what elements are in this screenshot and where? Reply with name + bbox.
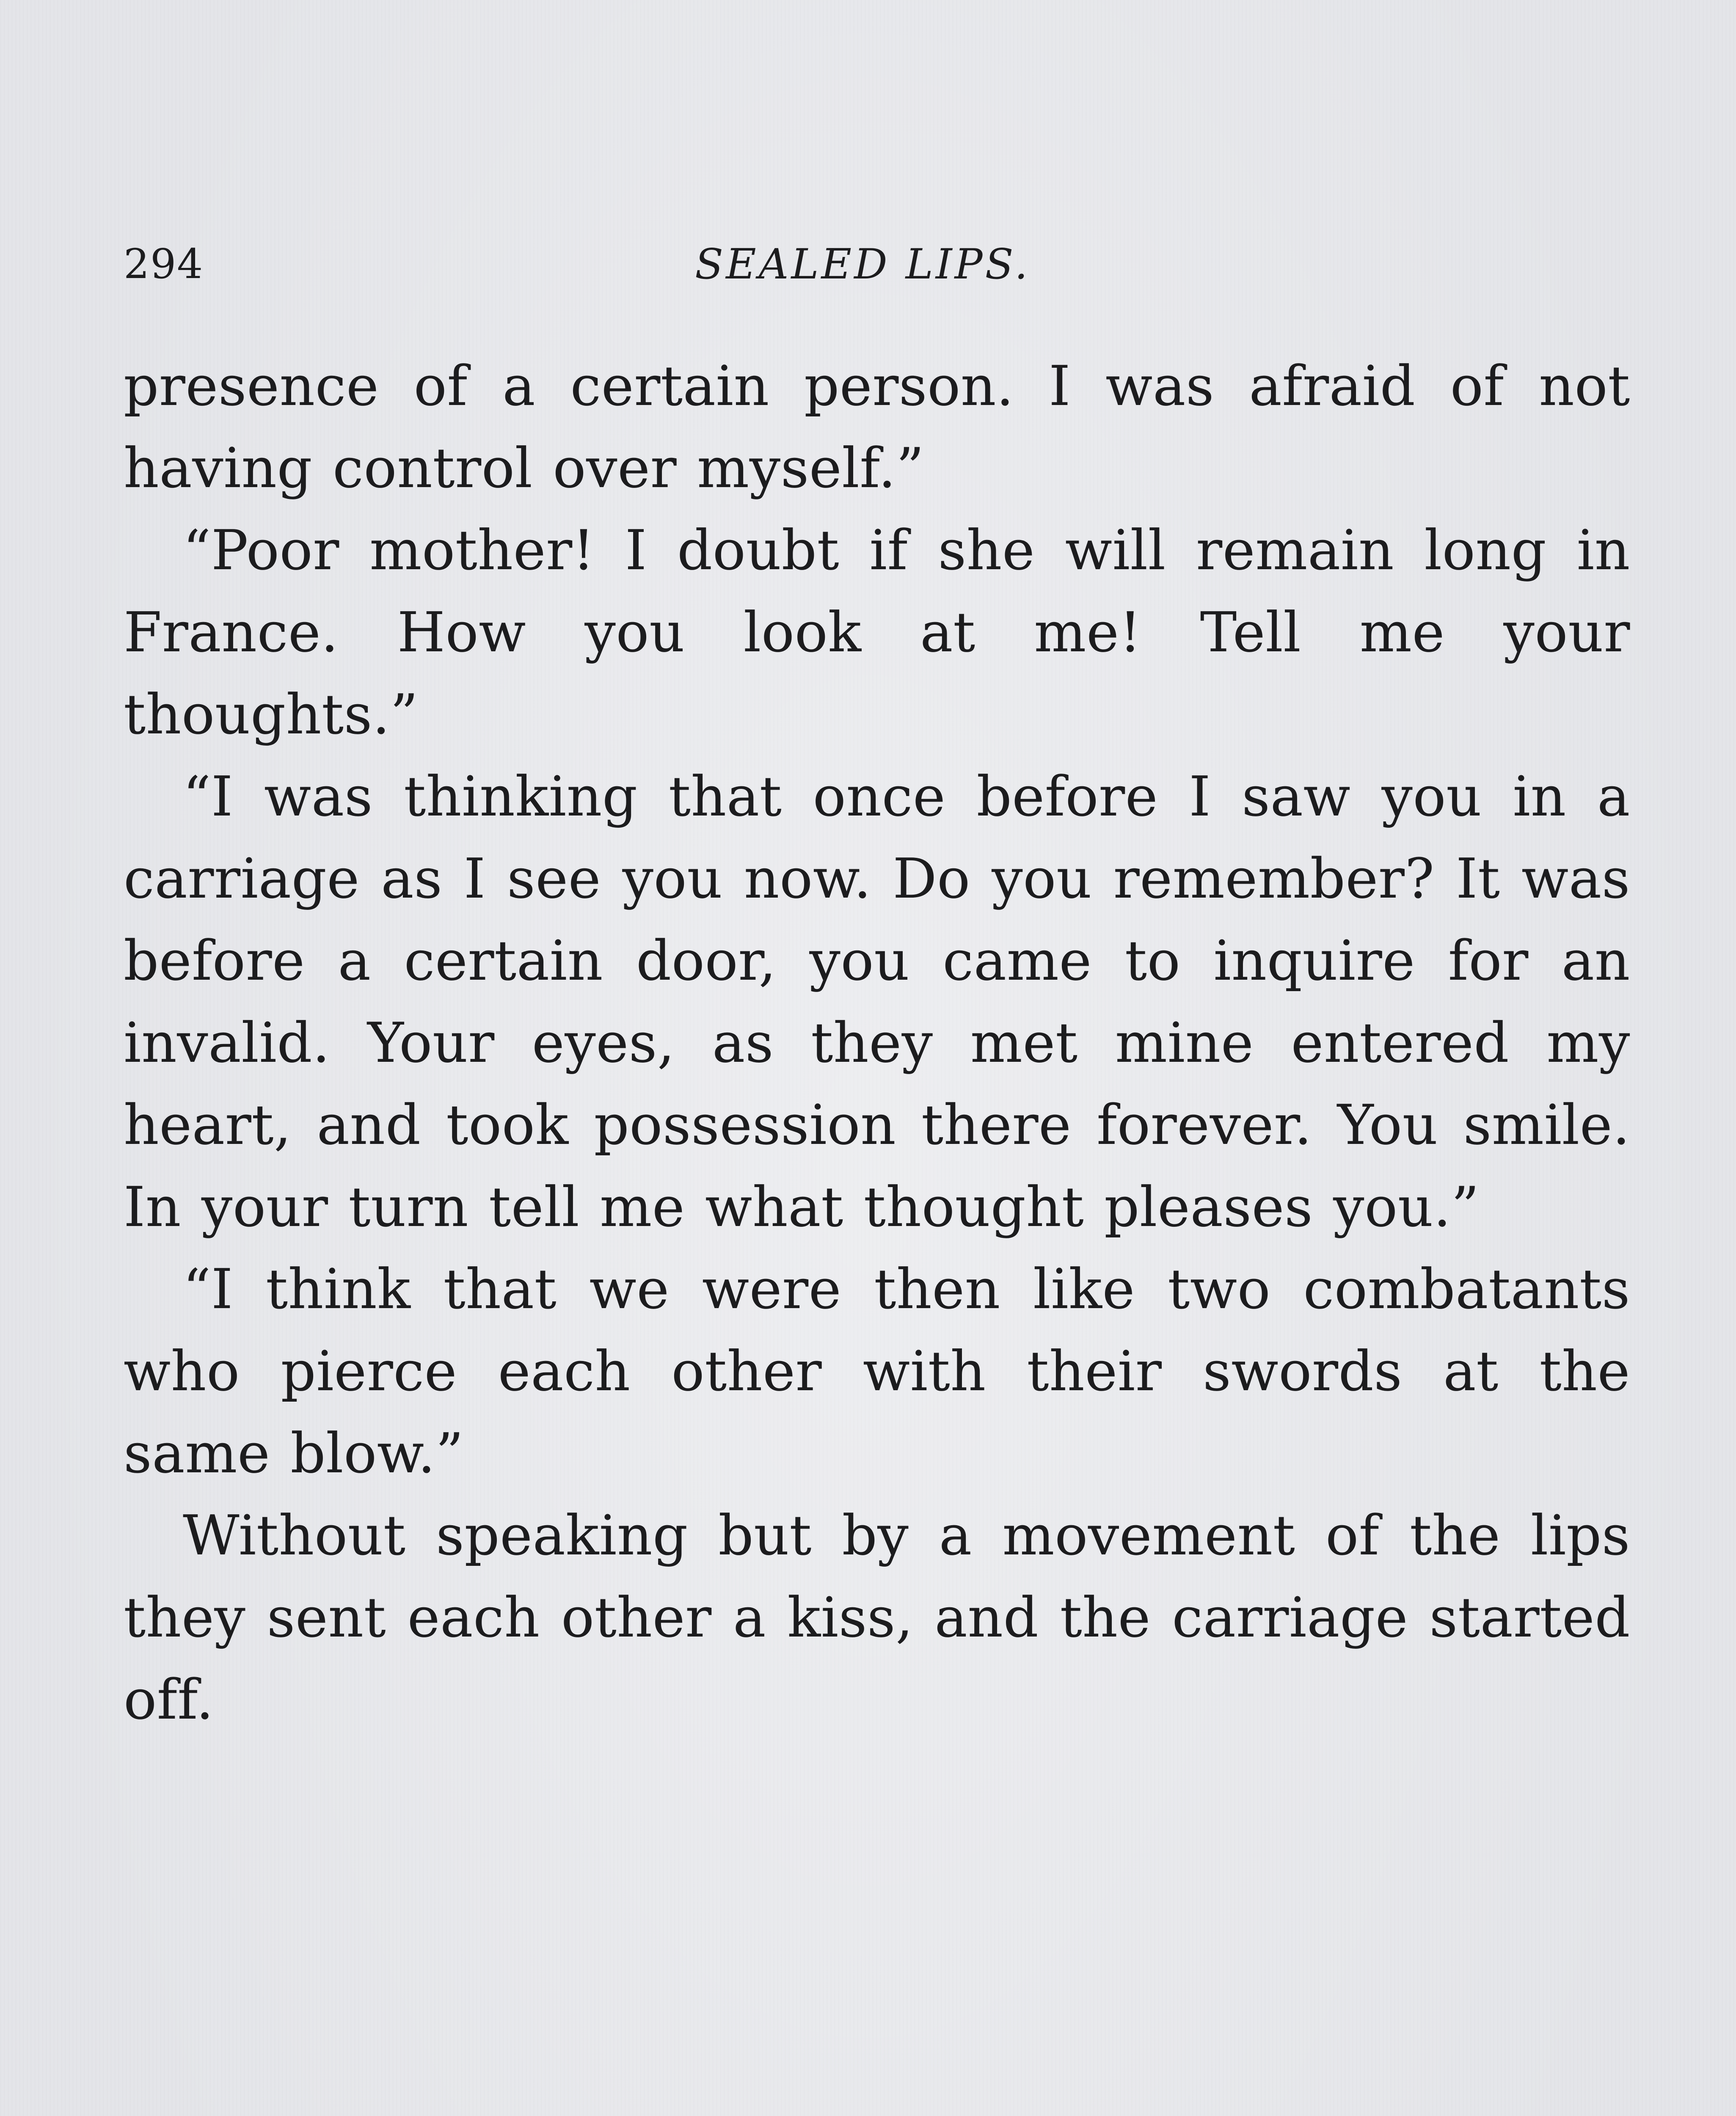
paragraph: “Poor mother! I doubt if she will remain long in France. How you look at me! Tell me your thoughts.” xyxy=(124,518,1630,747)
paragraph: “I was thinking that once before I saw you in a carriage as I see you now. Do you remember? It was before a certain door, you came to inquire for an invalid. Your eyes, as they met mine entered my heart, and took possession there forever. You smile. In your turn tell me what thought pleases you.” xyxy=(124,764,1630,1239)
running-title: SEALED LIPS. xyxy=(695,240,1031,289)
page-header xyxy=(124,240,1630,295)
paragraph: “I think that we were then like two combatants who pierce each other with their swords at the same blow.” xyxy=(124,1257,1630,1485)
page-number: 294 xyxy=(124,240,204,288)
paragraph: Without speaking but by a movement of the lips they sent each other a kiss, and the carriage started off. xyxy=(124,1503,1630,1732)
body-text xyxy=(124,345,1630,1741)
paragraph: presence of a certain person. I was afraid of not having control over myself.” xyxy=(124,354,1630,500)
